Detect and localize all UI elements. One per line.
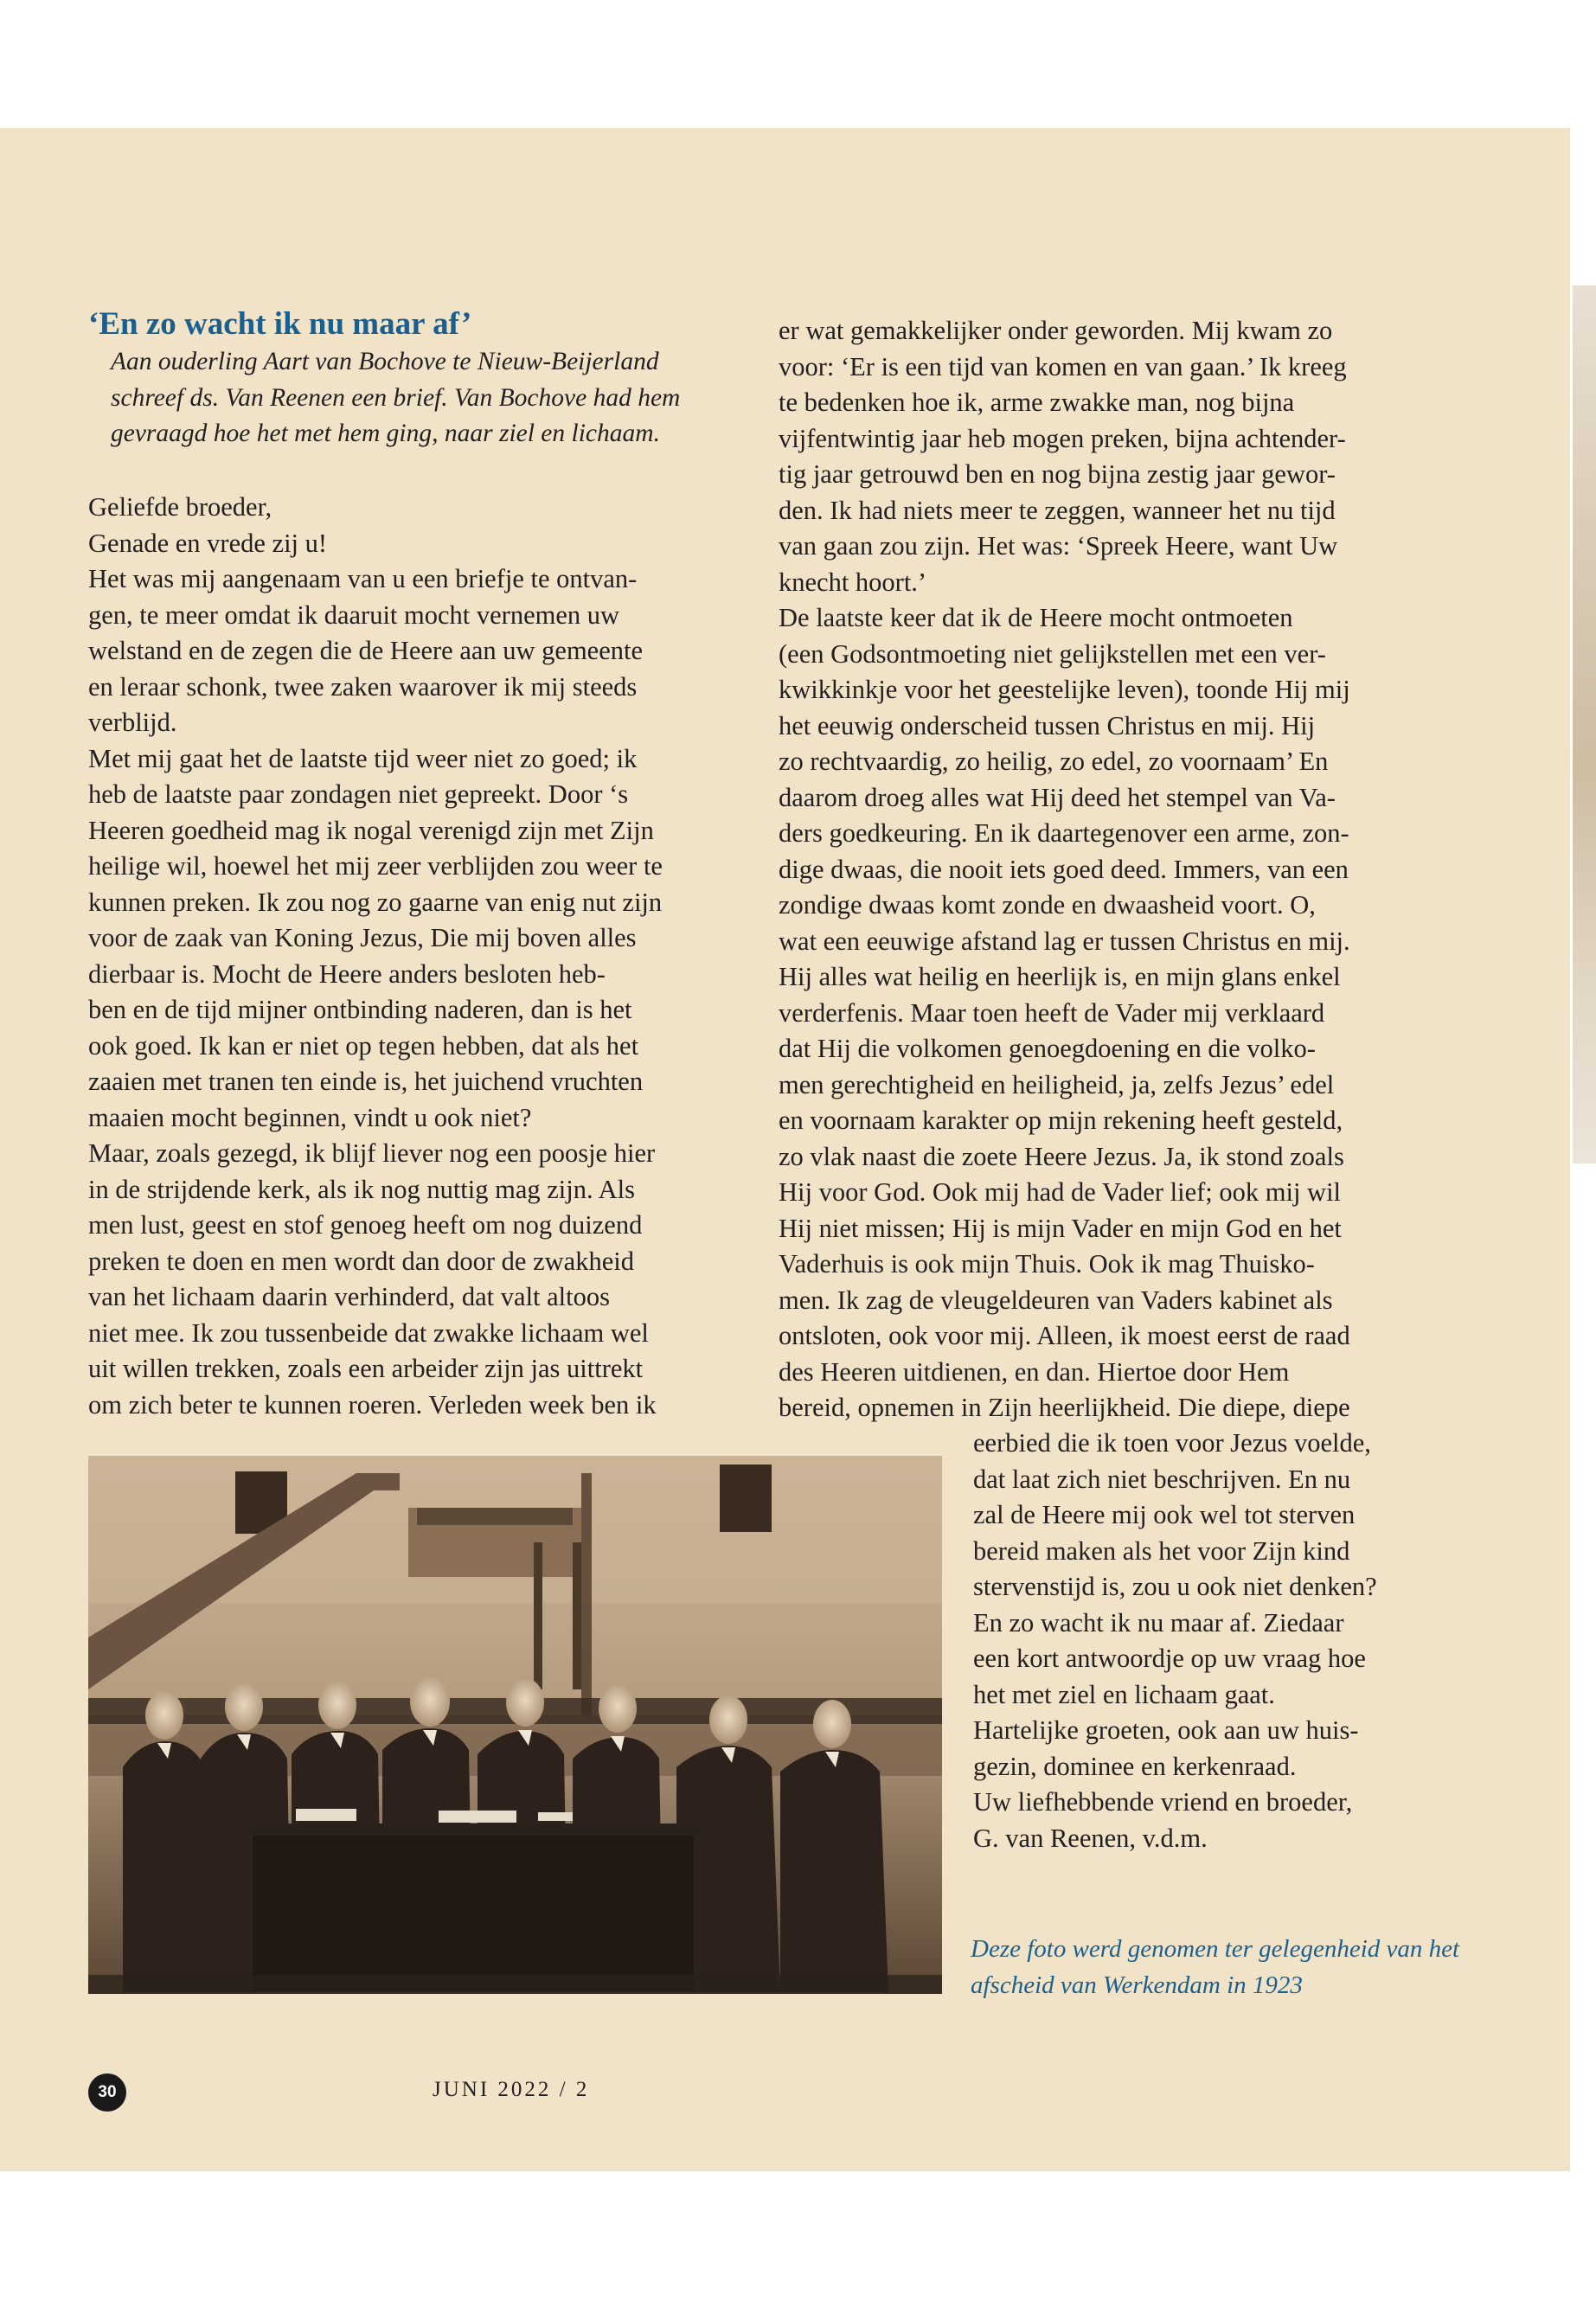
letter-line: G. van Reenen, v.d.m. [973, 1823, 1208, 1853]
letter-line: eerbied die ik toen voor Jezus voelde, [973, 1428, 1371, 1458]
letter-line: zo rechtvaardig, zo heilig, zo edel, zo voornaam’ En [779, 747, 1329, 776]
letter-line: verderfenis. Maar toen heeft de Vader mij verklaard [779, 997, 1325, 1028]
letter-line: heilige wil, hoewel het mij zeer verblijden zou weer te [88, 851, 663, 881]
letter-line: maaien mocht beginnen, vindt u ook niet? [88, 1102, 532, 1132]
group-photo-illustration [88, 1456, 942, 1994]
letter-line: De laatste keer dat ik de Heere mocht ontmoeten [779, 603, 1293, 632]
letter-line: zaaien met tranen ten einde is, het juichend vruchten [88, 1067, 644, 1096]
page-number-badge: 30 [88, 2073, 126, 2112]
letter-line: kunnen preken. Ik zou nog zo gaarne van enig nut zijn [88, 887, 663, 917]
letter-line: men. Ik zag de vleugeldeuren van Vaders kabinet als [779, 1285, 1333, 1315]
article-title: ‘En zo wacht ik nu maar af’ [88, 306, 472, 342]
letter-line: Met mij gaat het de laatste tijd weer niet zo goed; ik [88, 743, 638, 773]
letter-line: en leraar schonk, twee zaken waarover ik mij steeds [88, 671, 638, 702]
letter-line: vijfentwintig jaar heb mogen preken, bijna achtender- [779, 423, 1346, 453]
letter-line: dat Hij die volkomen genoegdoening en die volko- [779, 1034, 1316, 1063]
letter-line: verblijd. [88, 708, 177, 737]
letter-line: (een Godsontmoeting niet gelijkstellen met een ver- [779, 638, 1326, 669]
issue-label: JUNI 2022 / 2 [433, 2078, 590, 2101]
letter-line: Heeren goedheid mag ik nogal verenigd zijn met Zijn [88, 815, 654, 845]
letter-line: voor de zaak van Koning Jezus, Die mij boven alles [88, 923, 637, 952]
letter-line: een kort antwoordje op uw vraag hoe [973, 1644, 1366, 1673]
letter-line: Hij niet missen; Hij is mijn Vader en mijn God en het [779, 1213, 1342, 1243]
letter-line: Het was mij aangenaam van u een briefje te ontvan- [88, 564, 638, 593]
letter-line: stervenstijd is, zou u ook niet denken? [973, 1572, 1377, 1601]
letter-line: van het lichaam daarin verhinderd, dat valt altoos [88, 1282, 611, 1311]
letter-line: daarom droeg alles wat Hij deed het stempel van Va- [779, 782, 1336, 812]
letter-line: ben en de tijd mijner ontbinding naderen, dan is het [88, 995, 632, 1024]
letter-line: gen, te meer omdat ik daaruit mocht vernemen uw [88, 599, 620, 630]
letter-line: zondige dwaas komt zonde en dwaasheid voort. O, [779, 890, 1316, 920]
letter-line: zo vlak naast die zoete Heere Jezus. Ja, ik stond zoals [779, 1141, 1344, 1171]
letter-line: Hij alles wat heilig en heerlijk is, en mijn glans enkel [779, 962, 1341, 991]
adjacent-page-edge [1573, 285, 1596, 1163]
letter-line: heb de laatste paar zondagen niet gepreekt. Door ‘s [88, 779, 629, 809]
letter-line: tig jaar getrouwd ben en nog bijna zestig jaar gewor- [779, 459, 1336, 489]
letter-line: Maar, zoals gezegd, ik blijf liever nog een poosje hier [88, 1138, 656, 1168]
letter-line: voor: ‘Er is een tijd van komen en van gaan.’ Ik kreeg [779, 351, 1347, 381]
letter-line: men lust, geest en stof genoeg heeft om nog duizend [88, 1210, 643, 1240]
letter-line: Hij voor God. Ook mij had de Vader lief; ook mij wil [779, 1177, 1342, 1207]
letter-line: in de strijdende kerk, als ik nog nuttig mag zijn. Als [88, 1174, 635, 1204]
letter-line: en voornaam karakter op mijn rekening heeft gesteld, [779, 1106, 1343, 1135]
letter-line: preken te doen en men wordt dan door de zwakheid [88, 1246, 634, 1276]
letter-line: het met ziel en lichaam gaat. [973, 1679, 1275, 1709]
letter-line: Hartelijke groeten, ook aan uw huis- [973, 1715, 1359, 1745]
letter-line: Uw liefhebbende vriend en broeder, [973, 1787, 1353, 1817]
letter-line: Geliefde broeder, [88, 492, 272, 522]
letter-line: dige dwaas, die nooit iets goed deed. Immers, van een [779, 854, 1349, 884]
historical-group-photo [88, 1456, 942, 1994]
letter-right-column-continued [973, 1426, 1458, 1856]
letter-line: ders goedkeuring. En ik daartegenover een arme, zon- [779, 818, 1349, 848]
letter-line: dat laat zich niet beschrijven. En nu [973, 1464, 1351, 1494]
letter-line: het eeuwig onderscheid tussen Christus en mij. Hij [779, 710, 1316, 740]
letter-right-column [779, 313, 1436, 1426]
letter-line: ook goed. Ik kan er niet op tegen hebben, dat als het [88, 1030, 639, 1061]
letter-line: dierbaar is. Mocht de Heere anders besloten heb- [88, 958, 606, 989]
letter-line: knecht hoort.’ [779, 567, 927, 597]
letter-line: niet mee. Ik zou tussenbeide dat zwakke lichaam wel [88, 1317, 649, 1348]
letter-left-column [88, 490, 737, 1423]
letter-line: wat een eeuwige afstand lag er tussen Christus en mij. [779, 926, 1350, 956]
letter-line: ontsloten, ook voor mij. Alleen, ik moest eerst de raad [779, 1321, 1350, 1350]
letter-line: men gerechtigheid en heiligheid, ja, zelfs Jezus’ edel [779, 1069, 1335, 1099]
letter-line: te bedenken hoe ik, arme zwakke man, nog bijna [779, 388, 1295, 417]
letter-line: er wat gemakkelijker onder geworden. Mij kwam zo [779, 316, 1333, 345]
letter-line: den. Ik had niets meer te zeggen, wanneer het nu tijd [779, 495, 1336, 525]
letter-line: Genade en vrede zij u! [88, 528, 328, 558]
letter-line: uit willen trekken, zoals een arbeider zijn jas uittrekt [88, 1354, 644, 1383]
letter-line: bereid maken als het voor Zijn kind [973, 1535, 1350, 1566]
letter-line: zal de Heere mij ook wel tot sterven [973, 1500, 1356, 1529]
article-intro: Aan ouderling Aart van Bochove te Nieuw-Beijerland schreef ds. Van Reenen een brief. Van Bochove had hem gevraagd hoe het met hem ging, naar ziel en lichaam. [111, 348, 681, 447]
letter-line: van gaan zou zijn. Het was: ‘Spreek Heere, want Uw [779, 531, 1338, 561]
letter-line: Vaderhuis is ook mijn Thuis. Ook ik mag Thuisko- [779, 1249, 1315, 1279]
photo-caption: Deze foto werd genomen ter gelegenheid van het afscheid van Werkendam in 1923 [971, 1935, 1460, 1999]
letter-line: om zich beter te kunnen roeren. Verleden week ben ik [88, 1389, 657, 1420]
letter-line: kwikkinkje voor het geestelijke leven), toonde Hij mij [779, 675, 1350, 704]
letter-line: welstand en de zegen die de Heere aan uw gemeente [88, 636, 644, 665]
letter-line: bereid, opnemen in Zijn heerlijkheid. Die diepe, diepe [779, 1393, 1350, 1422]
letter-line: gezin, dominee en kerkenraad. [973, 1751, 1297, 1781]
letter-line: En zo wacht ik nu maar af. Ziedaar [973, 1607, 1344, 1638]
letter-line: des Heeren uitdienen, en dan. Hiertoe door Hem [779, 1356, 1290, 1387]
